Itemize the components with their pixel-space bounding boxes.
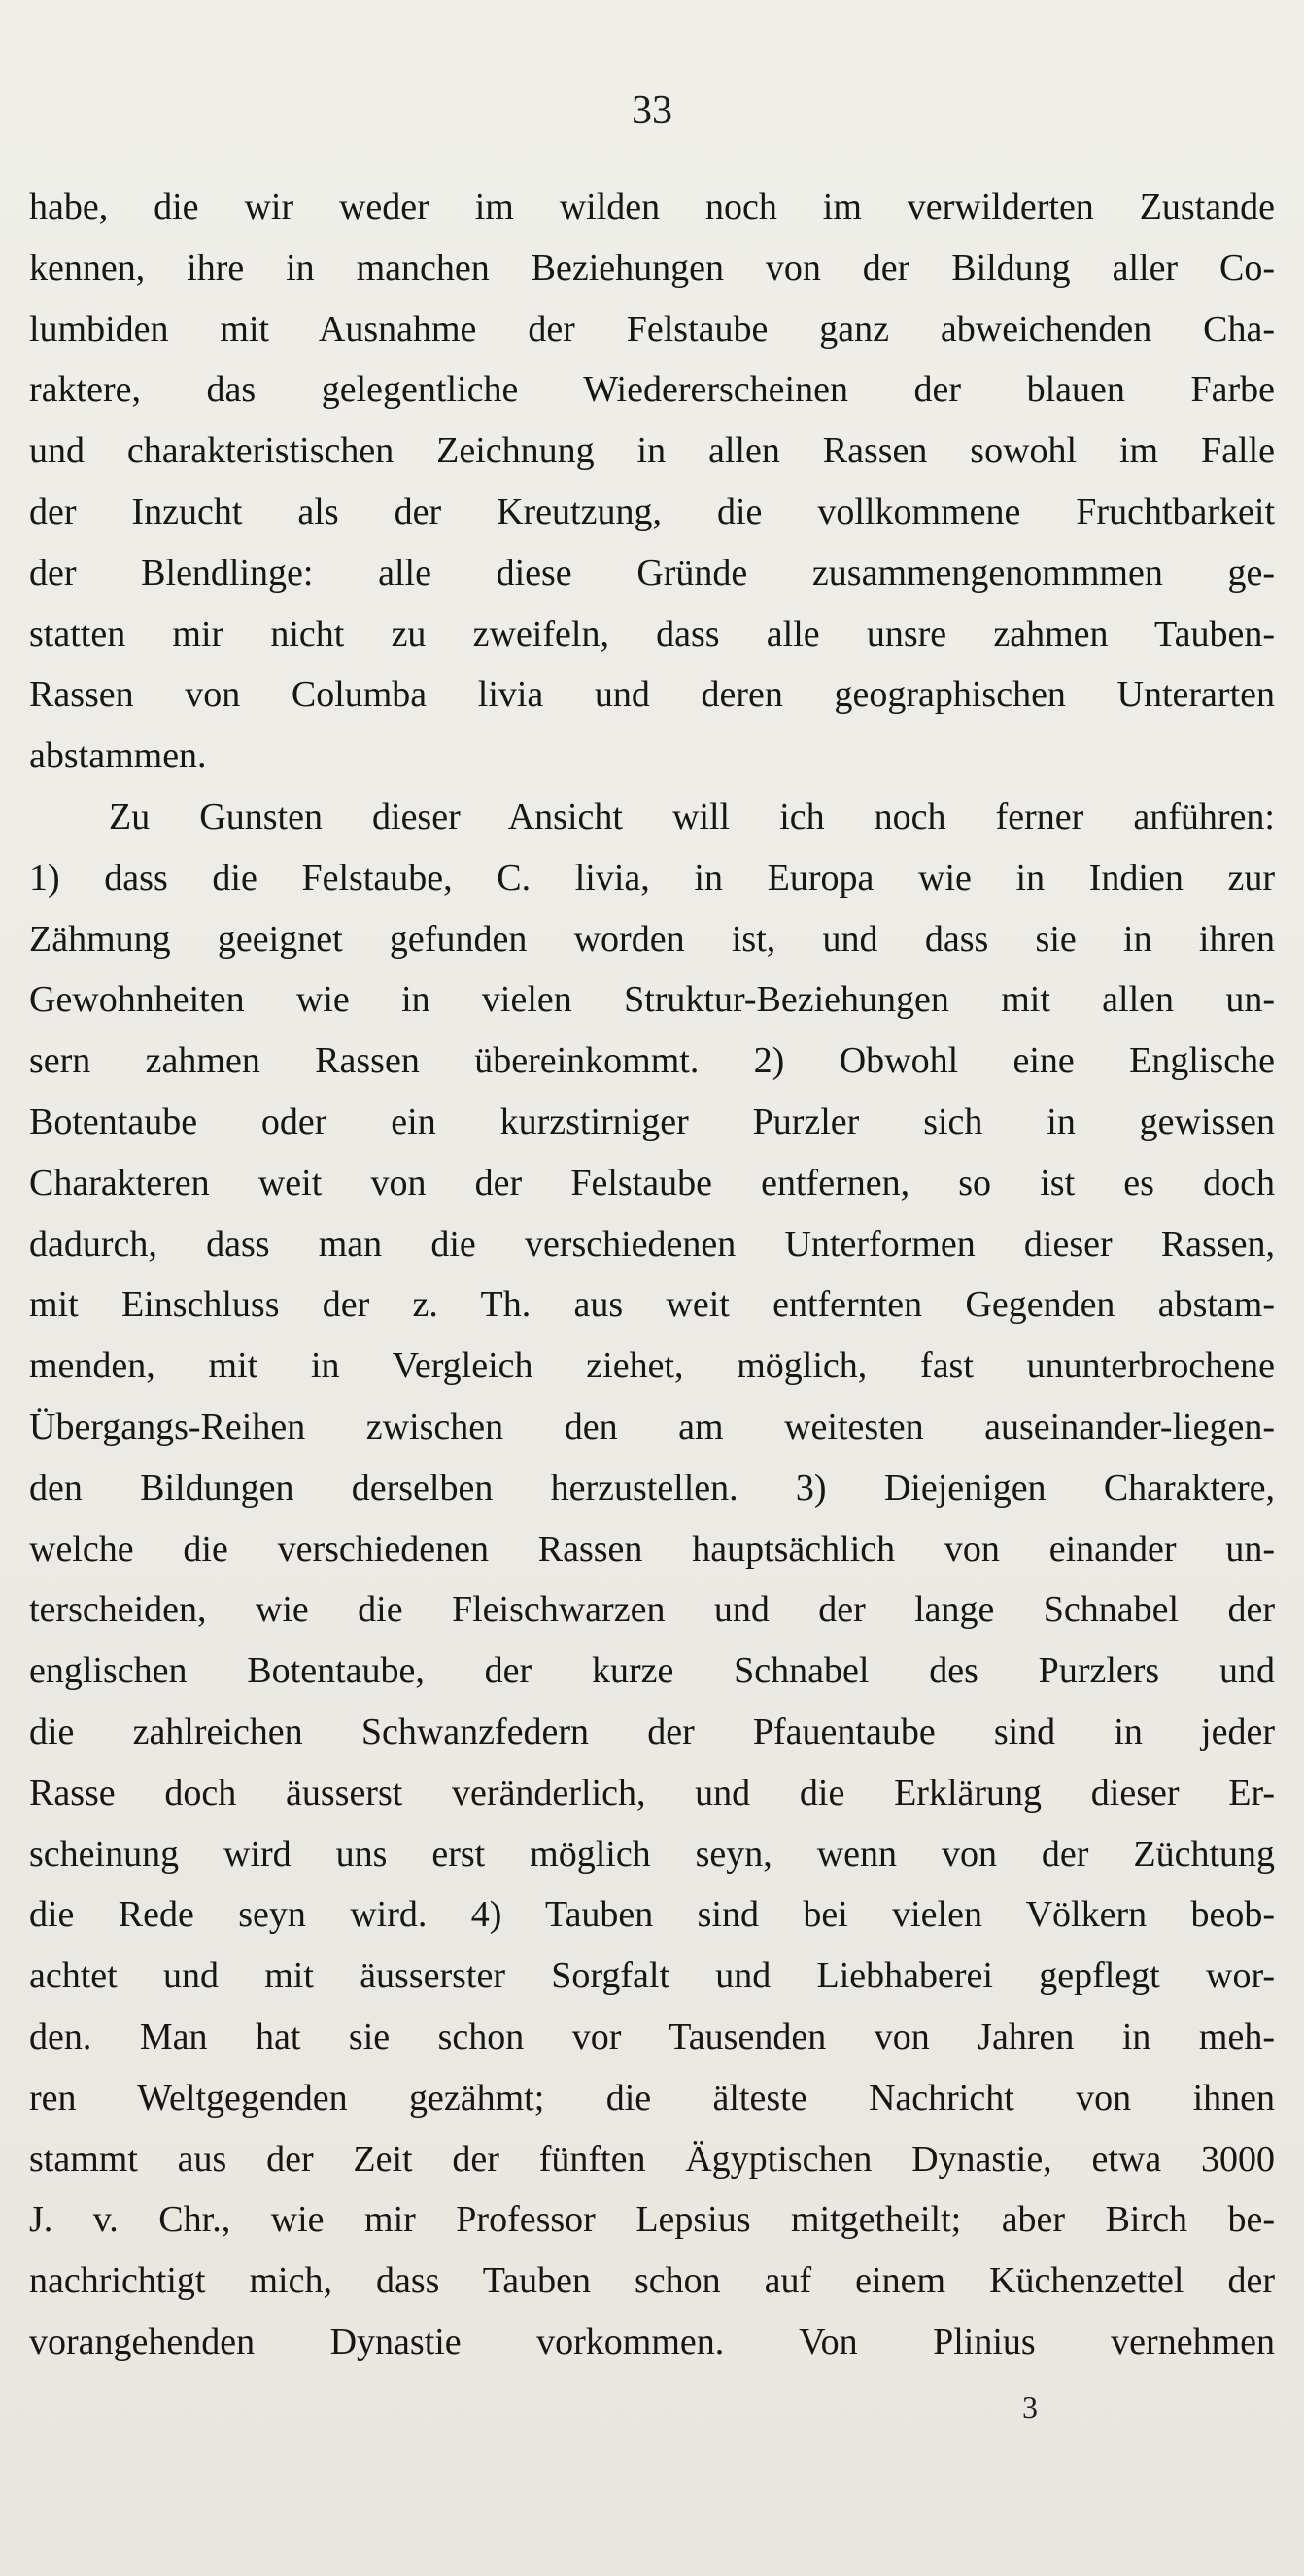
text-line: Rassen von Columba livia und deren geographischen Unterarten — [29, 674, 1275, 716]
text-line: statten mir nicht zu zweifeln, dass alle unsre zahmen Tauben- — [29, 613, 1275, 655]
text-line: dadurch, dass man die verschiedenen Unterformen dieser Rassen, — [29, 1223, 1275, 1265]
body-text — [29, 177, 1275, 2373]
text-line: Gewohnheiten wie in vielen Struktur-Beziehungen mit allen un- — [29, 979, 1275, 1021]
text-line: 1) dass die Felstaube, C. livia, in Europa wie in Indien zur — [29, 857, 1275, 898]
text-line: terscheiden, wie die Fleischwarzen und der lange Schnabel der — [29, 1589, 1275, 1631]
text-line: mit Einschluss der z. Th. aus weit entfernten Gegenden abstam- — [29, 1284, 1275, 1326]
text-line: menden, mit in Vergleich ziehet, möglich, fast ununterbrochene — [29, 1345, 1275, 1387]
text-line: ren Weltgegenden gezähmt; die älteste Nachricht von ihnen — [29, 2077, 1275, 2118]
text-line: J. v. Chr., wie mir Professor Lepsius mitgetheilt; aber Birch be- — [29, 2199, 1275, 2241]
text-line: welche die verschiedenen Rassen hauptsächlich von einander un- — [29, 1528, 1275, 1570]
signature-mark: 3 — [1022, 2390, 1038, 2424]
text-line: und charakteristischen Zeichnung in allen Rassen sowohl im Falle — [29, 430, 1275, 472]
text-line: englischen Botentaube, der kurze Schnabel des Purzlers und — [29, 1650, 1275, 1692]
text-line: der Inzucht als der Kreutzung, die vollkommene Fruchtbarkeit — [29, 491, 1275, 532]
page-number: 33 — [632, 88, 672, 133]
text-line: kennen, ihre in manchen Beziehungen von der Bildung aller Co- — [29, 247, 1275, 288]
text-line: Charakteren weit von der Felstaube entfernen, so ist es doch — [29, 1162, 1275, 1203]
text-line: die zahlreichen Schwanzfedern der Pfauentaube sind in jeder — [29, 1711, 1275, 1752]
text-line: der Blendlinge: alle diese Gründe zusammengenommmen ge- — [29, 552, 1275, 593]
text-line: nachrichtigt mich, dass Tauben schon auf einem Küchenzettel der — [29, 2260, 1275, 2302]
text-line: vorangehenden Dynastie vorkommen. Von Plinius vernehmen — [29, 2321, 1275, 2362]
text-line: abstammen. — [29, 735, 207, 777]
text-line: Übergangs-Reihen zwischen den am weitesten auseinander-liegen- — [29, 1406, 1275, 1447]
text-line: Rasse doch äusserst veränderlich, und die Erklärung dieser Er- — [29, 1772, 1275, 1813]
text-line: Botentaube oder ein kurzstirniger Purzler sich in gewissen — [29, 1101, 1275, 1142]
text-line: raktere, das gelegentliche Wiedererscheinen der blauen Farbe — [29, 369, 1275, 411]
text-line: Zähmung geeignet gefunden worden ist, und dass sie in ihren — [29, 918, 1275, 960]
text-line: stammt aus der Zeit der fünften Ägyptischen Dynastie, etwa 3000 — [29, 2138, 1275, 2180]
text-line: die Rede seyn wird. 4) Tauben sind bei vielen Völkern beob- — [29, 1894, 1275, 1936]
text-line: den. Man hat sie schon vor Tausenden von Jahren in meh- — [29, 2016, 1275, 2057]
text-line: habe, die wir weder im wilden noch im verwilderten Zustande — [29, 186, 1275, 227]
text-line: sern zahmen Rassen übereinkommt. 2) Obwohl eine Englische — [29, 1040, 1275, 1082]
text-line: den Bildungen derselben herzustellen. 3) Diejenigen Charaktere, — [29, 1467, 1275, 1508]
text-line: scheinung wird uns erst möglich seyn, wenn von der Züchtung — [29, 1833, 1275, 1875]
text-line: lumbiden mit Ausnahme der Felstaube ganz abweichenden Cha- — [29, 308, 1275, 350]
paragraph-start-line: Zu Gunsten dieser Ansicht will ich noch ferner anführen: — [109, 796, 1275, 837]
text-line: achtet und mit äusserster Sorgfalt und Liebhaberei gepflegt wor- — [29, 1955, 1275, 1997]
